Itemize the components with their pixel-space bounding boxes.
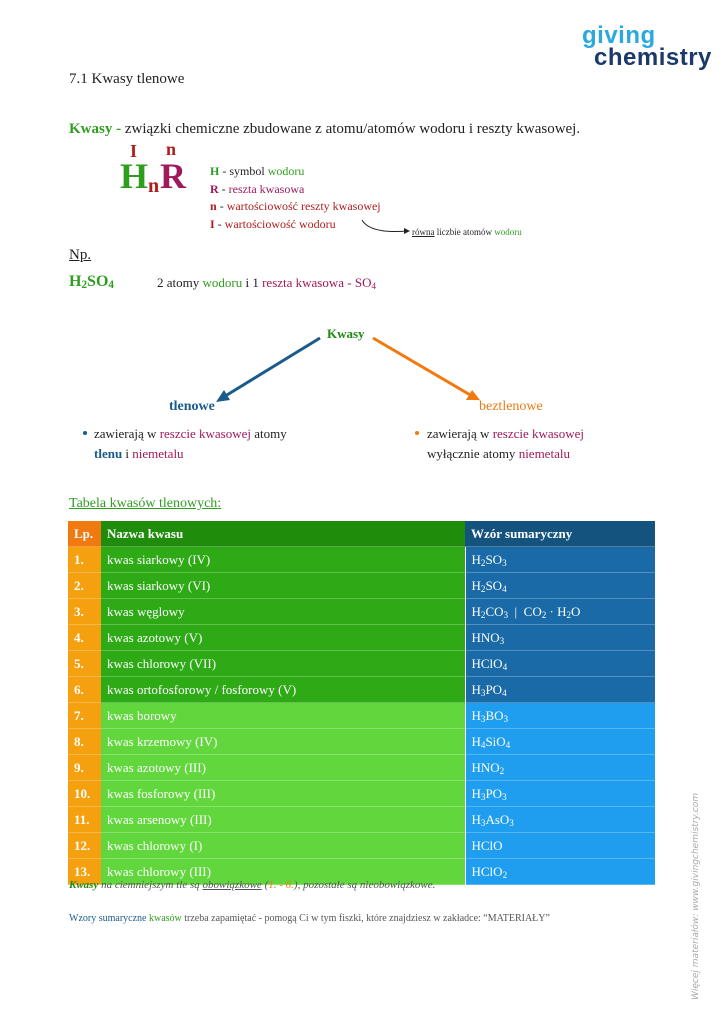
left-description: zawierają w reszcie kwasowej atomy tlenu i niemetalu <box>86 424 316 464</box>
logo-line1: giving <box>582 22 656 49</box>
table-header-row <box>68 521 655 547</box>
arrow-right <box>373 338 472 396</box>
legend-item: H - symbol wodoru <box>210 164 305 178</box>
row-lp: 7. <box>68 703 101 729</box>
row-formula: $H_3BO_3$ <box>465 703 655 729</box>
valence-h: I <box>130 141 138 161</box>
row-formula: HClO$_4$ <box>465 651 655 677</box>
row-lp: 4. <box>68 625 101 651</box>
row-lp: 11. <box>68 807 101 833</box>
row-acid-name: kwas chlorowy (VII) <box>101 651 465 677</box>
watermark: Więcej materiałów: www.givingchemistry.com <box>691 792 701 1000</box>
row-formula: $H_3PO_4$ <box>465 677 655 703</box>
row-formula: $H_2SO_3$ <box>465 547 655 573</box>
logo-line2: chemistry <box>594 44 712 71</box>
row-acid-name: kwas chlorowy (III) <box>101 859 465 885</box>
diagram-root: Kwasy <box>327 326 365 341</box>
equal-note: równa liczbie atomów wodoru <box>412 227 522 237</box>
row-lp: 2. <box>68 573 101 599</box>
definition-term: Kwasy - <box>69 121 122 137</box>
row-acid-name: kwas azotowy (III) <box>101 755 465 781</box>
table-row <box>68 807 655 833</box>
table-row <box>68 781 655 807</box>
row-formula: $H_4SiO_4$ <box>465 729 655 755</box>
example-description: 2 atomy wodoru i 1 reszta kwasowa - $SO_4$ <box>157 275 377 291</box>
table-row <box>68 677 655 703</box>
row-lp: 8. <box>68 729 101 755</box>
row-acid-name: kwas azotowy (V) <box>101 625 465 651</box>
legend-item: I - wartościowość wodoru <box>210 216 336 231</box>
row-acid-name: kwas siarkowy (VI) <box>101 573 465 599</box>
row-lp: 9. <box>68 755 101 781</box>
row-formula: $H_2CO_3$ | $CO_2 \cdot H_2O$ <box>465 599 655 625</box>
row-acid-name: kwas arsenowy (III) <box>101 807 465 833</box>
legend-item: n - wartościowość reszty kwasowej <box>210 199 381 213</box>
legend-item: R - reszta kwasowa <box>210 181 305 196</box>
formula-h: H <box>120 156 149 196</box>
table-row <box>68 755 655 781</box>
table-row <box>68 625 655 651</box>
logo <box>582 10 712 74</box>
row-lp: 10. <box>68 781 101 807</box>
table-row <box>68 729 655 755</box>
formula-n: n <box>148 175 160 197</box>
note-mandatory: Kwasy na ciemniejszym tle są obowiązkowe (1. - 6.), pozostałe są nieobowiązkowe. <box>69 879 436 891</box>
row-lp: 5. <box>68 651 101 677</box>
section-title: 7.1 Kwasy tlenowe <box>69 71 185 87</box>
diagram-right-label: beztlenowe <box>479 399 543 414</box>
row-lp: 6. <box>68 677 101 703</box>
row-formula: $H_3PO_3$ <box>465 781 655 807</box>
example-formula: $H_2SO_4$ <box>69 273 114 292</box>
table-row <box>68 703 655 729</box>
row-formula: HClO$_2$ <box>465 859 655 885</box>
row-formula: HClO <box>465 833 655 859</box>
diagram-left-label: tlenowe <box>169 399 215 414</box>
note-flashcards: Wzory sumaryczne kwasów trzeba zapamiętać - pomogą Ci w tym fiszki, które znajdziesz w zakładce: “MATERIAŁY” <box>69 913 550 924</box>
general-formula <box>120 139 200 200</box>
example-label: Np. <box>69 247 92 263</box>
row-lp: 13. <box>68 859 101 885</box>
table-title: Tabela kwasów tlenowych: <box>69 496 222 511</box>
table-row <box>68 573 655 599</box>
definition <box>69 121 580 138</box>
row-lp: 12. <box>68 833 101 859</box>
bullet <box>415 431 419 435</box>
formula-r: R <box>160 156 186 196</box>
header-lp: Lp. <box>68 521 101 547</box>
row-formula: $HNO_2$ <box>465 755 655 781</box>
row-lp: 1. <box>68 547 101 573</box>
row-acid-name: kwas siarkowy (IV) <box>101 547 465 573</box>
header-name: Nazwa kwasu <box>101 521 465 547</box>
bullet <box>83 431 87 435</box>
row-acid-name: kwas ortofosforowy / fosforowy (V) <box>101 677 465 703</box>
row-formula: $H_3AsO_3$ <box>465 807 655 833</box>
row-acid-name: kwas borowy <box>101 703 465 729</box>
table-row <box>68 599 655 625</box>
arrow-left <box>222 338 320 398</box>
table-row <box>68 651 655 677</box>
valence-r: n <box>166 139 177 159</box>
row-lp: 3. <box>68 599 101 625</box>
acids-table <box>68 521 655 885</box>
row-formula: $HNO_3$ <box>465 625 655 651</box>
row-acid-name: kwas fosforowy (III) <box>101 781 465 807</box>
row-acid-name: kwas chlorowy (I) <box>101 833 465 859</box>
table-row <box>68 833 655 859</box>
right-description: zawierają w reszcie kwasowej wyłącznie atomy niemetalu <box>415 424 635 464</box>
table-row <box>68 547 655 573</box>
row-acid-name: kwas węglowy <box>101 599 465 625</box>
curved-arrow <box>360 218 420 238</box>
row-acid-name: kwas krzemowy (IV) <box>101 729 465 755</box>
diagram-arrows <box>210 330 490 405</box>
row-formula: $H_2SO_4$ <box>465 573 655 599</box>
formula-legend <box>210 163 381 233</box>
definition-text: związki chemiczne zbudowane z atomu/atomów wodoru i reszty kwasowej. <box>121 121 581 137</box>
header-formula: Wzór sumaryczny <box>465 521 655 547</box>
